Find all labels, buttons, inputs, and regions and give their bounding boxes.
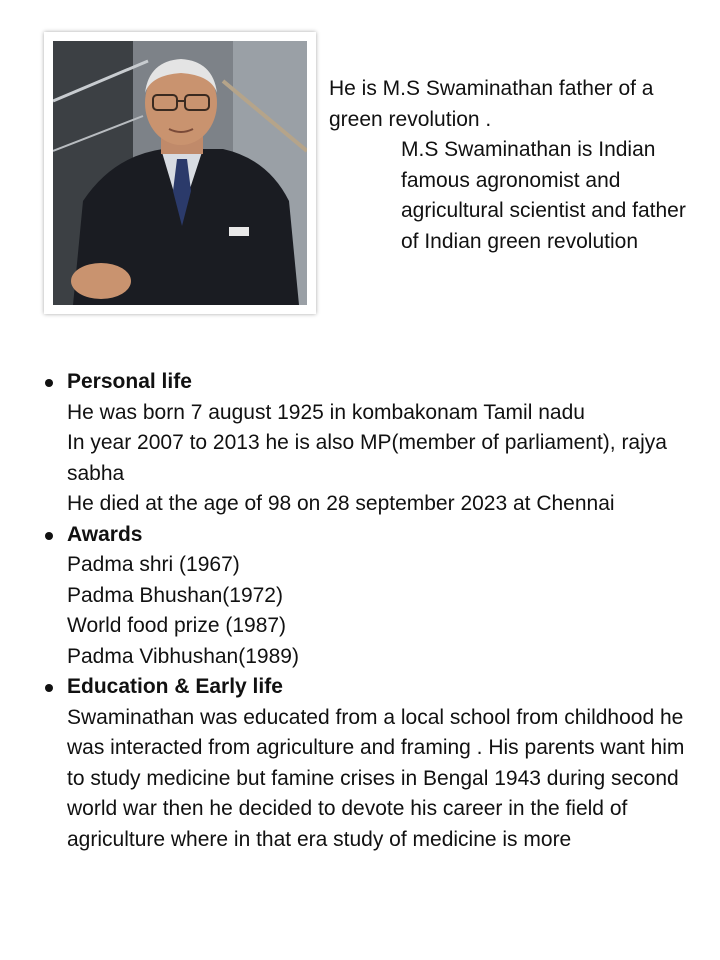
section-title: Personal life	[67, 370, 192, 393]
section-list	[40, 367, 700, 855]
section-paragraph: Swaminathan was educated from a local school from childhood he was interacted from agriculture and framing . His parents want him to study medicine but famine crises in Bengal 1943 during second world war then he decided to devote his career in the field of agriculture where in that era study of medicine is more	[67, 705, 685, 851]
section-awards	[40, 520, 700, 673]
section-education	[40, 672, 700, 855]
section-personal-life	[40, 367, 700, 520]
intro-line-1: He is M.S Swaminathan father of a green revolution .	[329, 77, 654, 131]
section-title: Awards	[67, 522, 143, 546]
award-item: Padma shri (1967)	[67, 553, 240, 576]
portrait-photo	[53, 41, 307, 305]
award-item: World food prize (1987)	[67, 614, 287, 637]
portrait-illustration	[53, 41, 307, 305]
section-line: In year 2007 to 2013 he is also MP(member of parliament), rajya sabha	[67, 431, 667, 485]
portrait-frame	[44, 32, 316, 314]
intro-text	[329, 74, 699, 257]
award-item: Padma Vibhushan(1989)	[67, 644, 299, 668]
section-line: He was born 7 august 1925 in kombakonam Tamil nadu	[67, 400, 585, 424]
intro-line-2: M.S Swaminathan is Indian famous agronomist and agricultural scientist and father of Indian green revolution	[401, 138, 686, 253]
section-title: Education & Early life	[67, 675, 283, 698]
section-line: He died at the age of 98 on 28 september 2023 at Chennai	[67, 492, 615, 515]
award-item: Padma Bhushan(1972)	[67, 583, 283, 607]
